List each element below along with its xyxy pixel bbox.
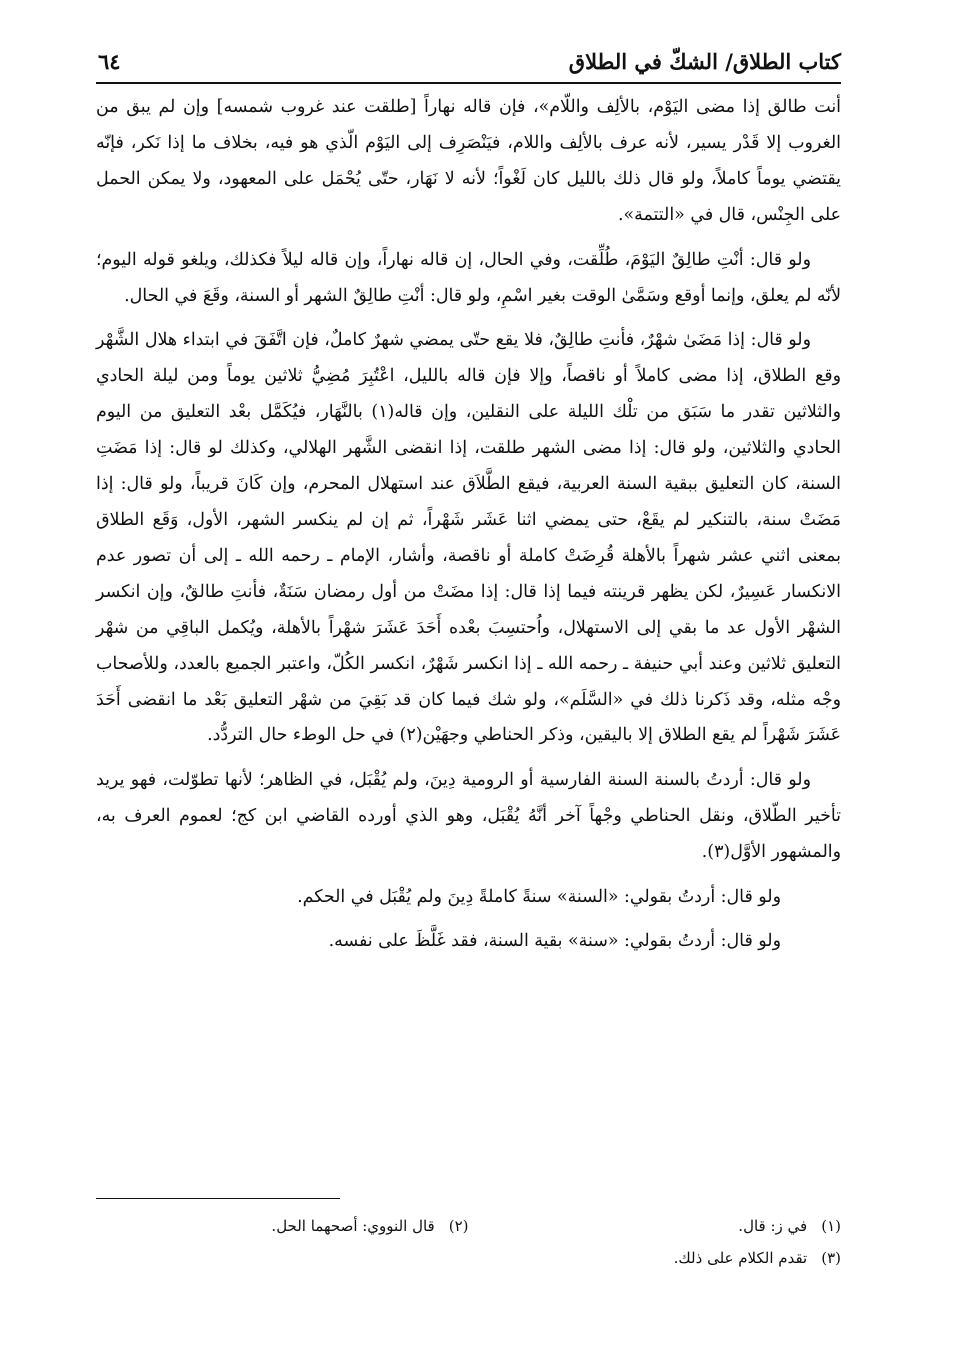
page-number: ٦٤ [98,49,121,74]
footnote-separator [96,1198,340,1199]
footnotes [96,1210,841,1274]
footnote-number: (١) [821,1217,841,1235]
footnote-text: قال النووي: أصحهما الحل. [271,1217,435,1235]
footnote-text: في ز: قال. [738,1217,808,1235]
footnote-number: (٣) [821,1249,841,1267]
footnote-1 [469,1210,842,1242]
footnote-row [96,1242,841,1274]
paragraph-5: ولو قال: أردتُ بقولي: «السنة» سنةً كاملةً دِينَ ولم يُقْبَل في الحكم. [297,887,781,908]
footnote-3 [469,1242,842,1274]
paragraph-4: ولو قال: أردتُ بالسنة السنة الفارسية أو الرومية دِينَ، ولم يُقْبَل، في الظاهر؛ لأنها تطوّلت، فهو يريد تأخير الطّلاق، ونقل الحناطي وجْهاً آخر أنَّهُ يُقْبَل، وهو الذي أورده القاضي ابن كج؛ لعموم العرف به، والمشهور الأوَّل(٣). [96,770,841,863]
running-header [96,38,841,84]
footnote-text: تقدم الكلام على ذلك. [673,1249,808,1267]
paragraph-3: ولو قال: إذا مَضَىٰ شهْرٌ، فأنتِ طالِقٌ، فلا يقع حتّى يمضي شهرٌ كاملٌ، فإن اتَّفَقَ في ابتداء هلال الشَّهْر وقع الطلاق، إذا مضى كاملاً أو ناقصاً، وإلا فإن قاله بالليل، اعْتُبِرَ مُضِيُّ ثلاثين يوماً ومن ليلة الحادي والثلاثين تقدر ما سَبَق من تلْك الليلة على النقلين، وإن قاله(١) بالنَّهَار، فيُكَمَّل بعْد التعليق من اليوم الحادي والثلاثين، ولو قال: إذا مضى الشهر طلقت، إذا انقضى الشَّهر الهلالي، وكذلك لو قال: إذا مَضَتِ السنة، كان التعليق ببقية السنة العربية، فيقع الطَّلاَق عند استهلال المحرم، وإن كَانَ قريباً، ولو قال: إذا مَضَتْ سنة، بالتنكير لم يقَعْ، حتى يمضي اثنا عَشَر شَهْراً، ثم إن لم ينكسر الشهر، الأول، وَقَع الطلاق بمعنى اثني عشر شهراً بالأهلة قُرِضَتْ كاملة أو ناقصة، وأشار، الإمام ـ رحمه الله ـ إلى أن تصور عدم الانكسار عَسِيرٌ، لكن يظهر قرينته فيما إذا قال: إذا مضَتْ من أول رمضان سَنَةٌ، فأنتِ طالقٌ، وإن انكسر الشهْر الأول عد ما بقي إلى الاستهلال، واُحتسِبَ بعْده أَحَدَ عَشَرَ شهْراً بالأهلة، ويُكمل الباقِي من شهْر التعليق ثلاثين وعند أبي حنيفة ـ رحمه الله ـ إذا انكسر شَهْرٌ، انكسر الكُلّ، واعتبر الجميع بالعدد، وللأصحاب وجْه مثله، وقد ذَكرنا ذلك في «السَّلَم»، ولو شك فيما كان قد بَقِيَ من شهْر التعليق بَعْد ما انقضى أَحَدَ عَشَرَ شَهْراً لم يقع الطلاق إلا باليقين، وذكر الحناطي وجهَيْن(٢) في حل الوطء حال التردُّد. [96,330,841,746]
paragraph-2: ولو قال: أنْتِ طالِقٌ اليَوْمَ، طُلِّقت، وفي الحال، إن قاله نهاراً، وإن قاله ليلاً فكذلك، ويلغو قوله اليوم؛ لأنّه لم يعلق، وإنما أوقع وسَمَّىٰ الوقت بغير اسْمِ، ولو قال: أنْتِ طالِقٌ الشهر أو السنة، وقَعَ في الحال. [96,249,841,306]
footnote-number: (٢) [448,1217,469,1235]
paragraph-1: أنت طالق إذا مضى اليَوْم، بالألِف واللّام»، فإن قاله نهاراً [طلقت عند غروب شمسه] وإن لم يبق من الغروب إلا قَدْر يسير، لأنه عرف بالألِف واللام، فيَنْصَرِف إلى اليَوْم الّذي هو فيه، بخلاف ما إذا نَكر، فإنّه يقتضي يوماً كاملاً، ولو قال ذلك بالليل كان لَغْواً؛ لأنه لا نَهَار، حتّى يُحْمَل على المعهود، ولا يمكن الحمل على الجِنْس، قال في «التتمة». [96,97,841,225]
footnote-2 [96,1210,469,1242]
paragraph-6: ولو قال: أردتُ بقولي: «سنة» بقية السنة، فقد غَلَّظَ على نفسه. [328,930,781,951]
footnote-row [96,1210,841,1242]
running-title: كتاب الطلاق/ الشكّ في الطلاق [568,49,841,74]
main-text [96,90,841,968]
